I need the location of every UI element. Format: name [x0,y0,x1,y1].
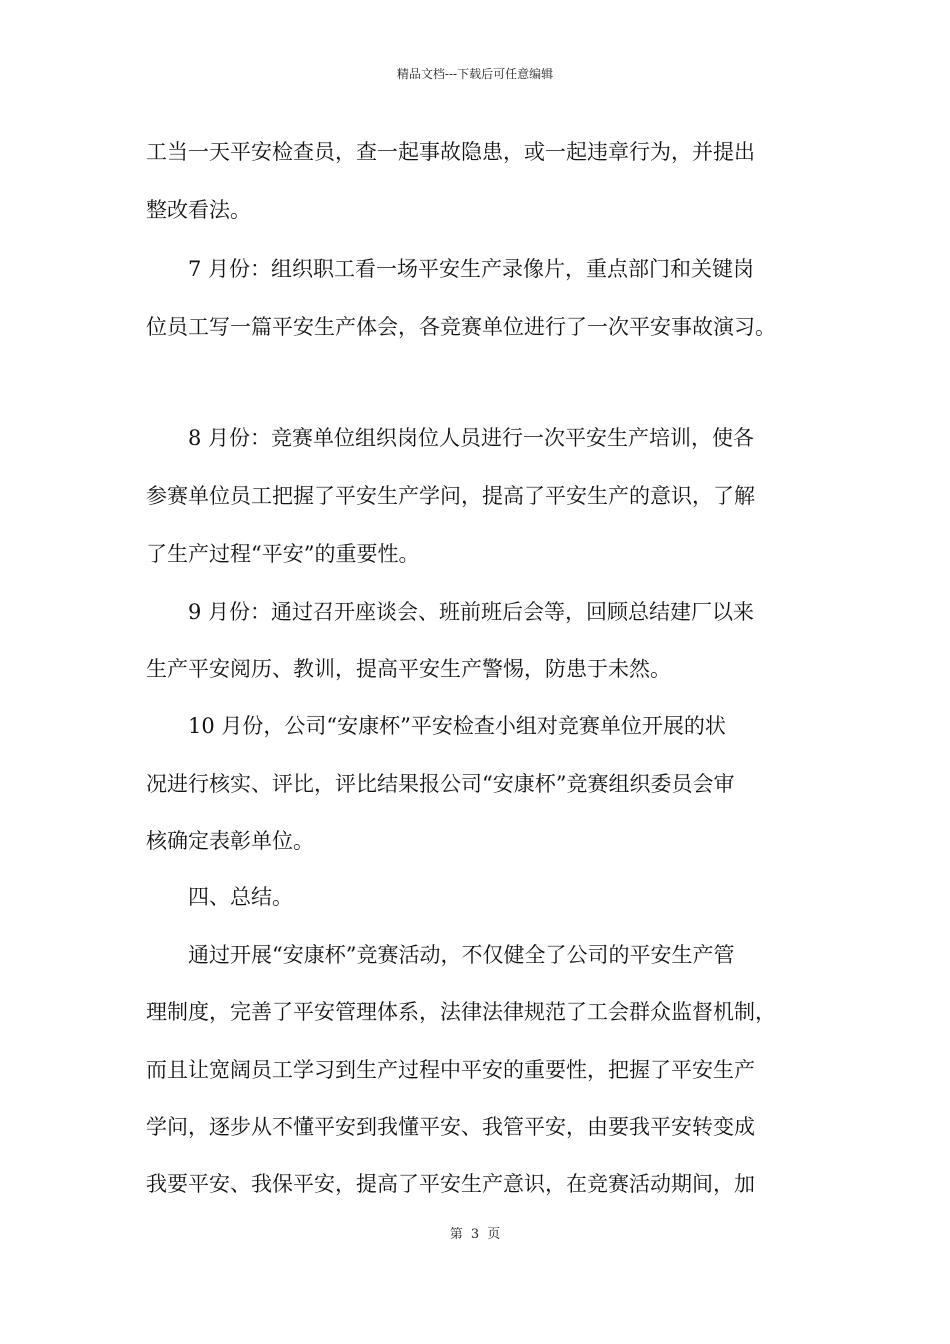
text-line: 通过开展“安康杯”竞赛活动，不仅健全了公司的平安生产管 [188,943,735,967]
text-line: 了生产过程“平安”的重要性。 [146,542,420,566]
text-line: 核确定表彰单位。 [146,829,314,853]
text-line: 况进行核实、评比，评比结果报公司“安康杯”竞赛组织委员会审 [146,772,735,796]
text-line: 学问，逐步从不懂平安到我懂平安、我管平安，由要我平安转变成 [146,1115,755,1139]
text-line: 位员工写一篇平安生产体会，各竞赛单位进行了一次平安事故演习。 [146,315,776,339]
page-header: 精品文档---下载后可任意编辑 [396,67,554,81]
text-line: 工当一天平安检查员，查一起事故隐患，或一起违章行为，并提出 [146,140,755,164]
text-line: 理制度，完善了平安管理体系，法律法律规范了工会群众监督机制， [146,1000,776,1024]
page-number-suffix: 页 [487,1227,501,1242]
text-line: 7 月份：组织职工看一场平安生产录像片，重点部门和关键岗 [188,257,755,281]
page-footer [0,1226,950,1244]
page-number: 3 [470,1227,480,1242]
text-line: 8 月份：竞赛单位组织岗位人员进行一次平安生产培训，使各 [188,426,755,450]
text-line: 整改看法。 [146,198,251,222]
section-heading: 四、总结。 [188,885,293,909]
page-number-prefix: 第 [449,1227,463,1242]
text-line: 而且让宽阔员工学习到生产过程中平安的重要性，把握了平安生产 [146,1058,755,1082]
text-line: 10 月份，公司“安康杯”平安检查小组对竞赛单位开展的状 [188,714,726,738]
text-line: 参赛单位员工把握了平安生产学问，提高了平安生产的意识，了解 [146,484,755,508]
text-line: 我要平安、我保平安，提高了平安生产意识，在竞赛活动期间，加 [146,1172,755,1196]
text-line: 生产平安阅历、教训，提高平安生产警惕，防患于未然。 [146,657,671,681]
text-line: 9 月份：通过召开座谈会、班前班后会等，回顾总结建厂以来 [188,600,755,624]
